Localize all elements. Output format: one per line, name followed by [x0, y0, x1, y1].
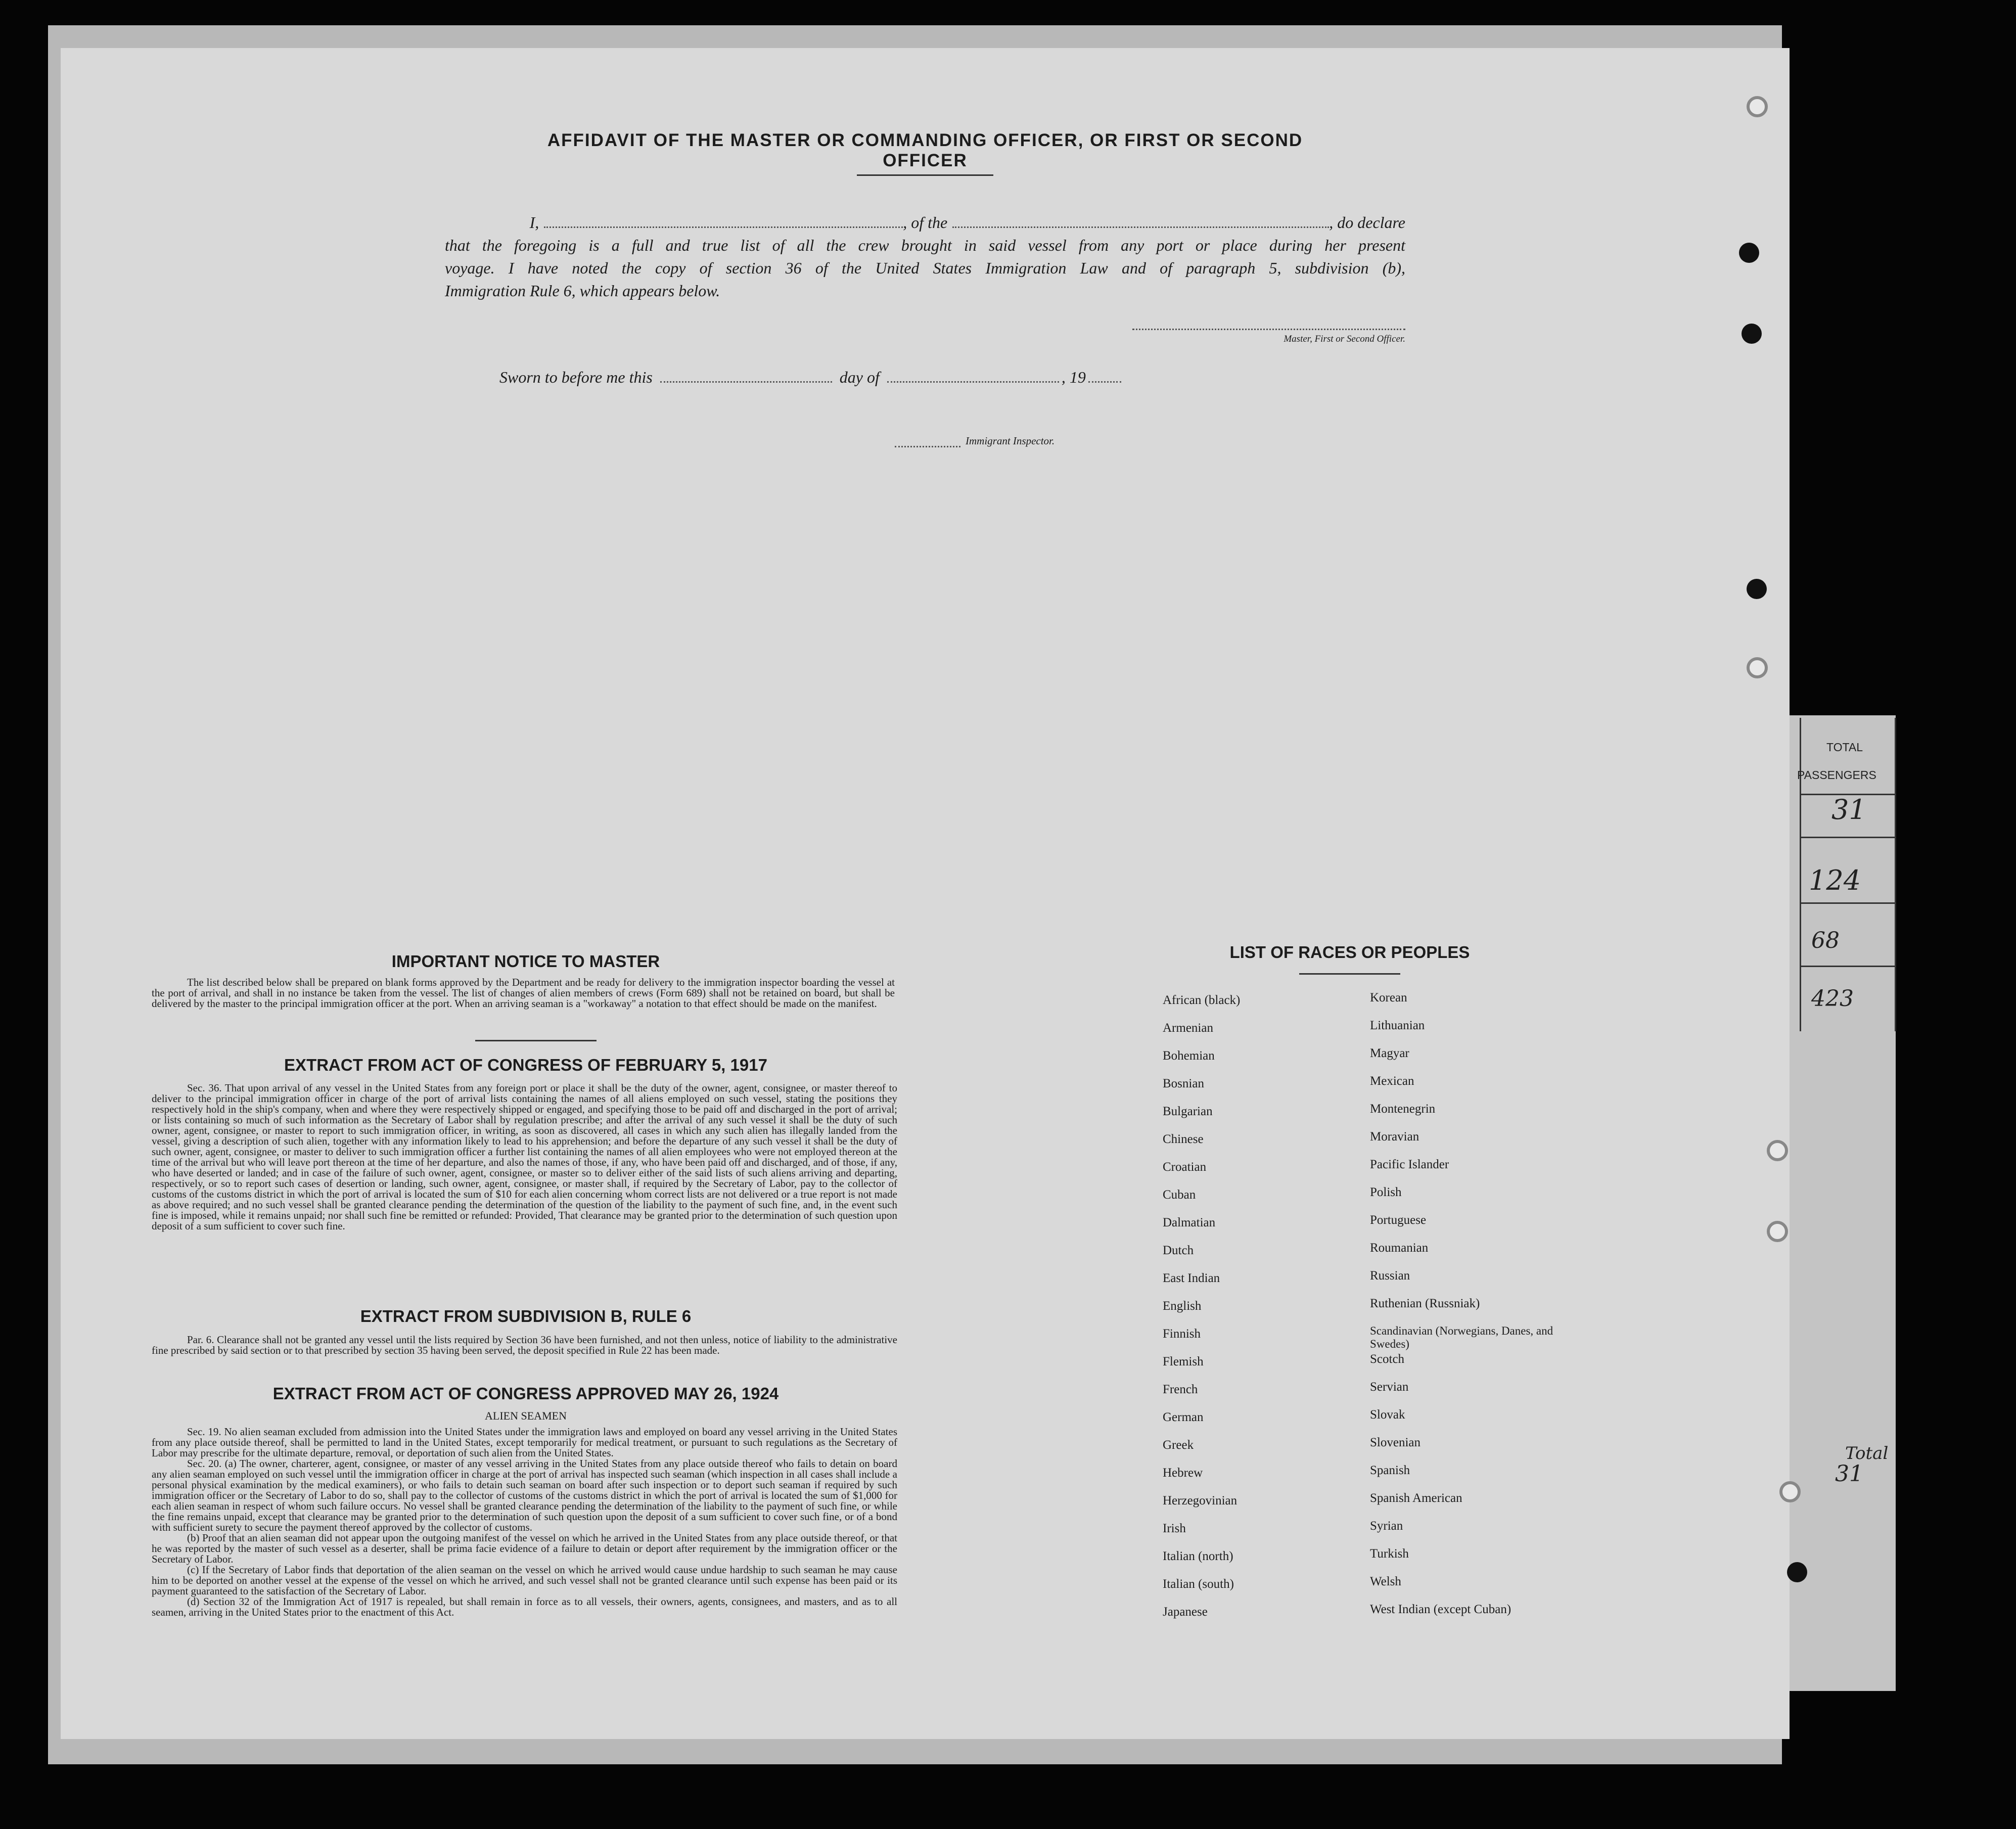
race-item: Chinese — [1163, 1132, 1204, 1146]
punch-hole — [1779, 1481, 1801, 1502]
race-item: Dutch — [1163, 1244, 1194, 1257]
table-row-value: 68 — [1811, 928, 1840, 953]
race-item: Montenegrin — [1370, 1102, 1436, 1116]
race-item: Pacific Islander — [1370, 1158, 1449, 1171]
race-item: Spanish — [1370, 1464, 1410, 1477]
race-item: Magyar — [1370, 1046, 1409, 1060]
sworn-year-field[interactable] — [1088, 381, 1121, 383]
race-item: Mexican — [1370, 1074, 1414, 1088]
race-item: French — [1163, 1383, 1198, 1396]
race-item: Scotch — [1370, 1352, 1405, 1366]
race-item: Finnish — [1163, 1327, 1201, 1341]
extract-1917-text: Sec. 36. That upon arrival of any vessel in the United States from any foreign port or place it shall be the duty of the owner, agent, consignee, or master thereof to deliver to the principal immigration officer in charge of the port of arrival lists containing the names of all aliens employed on such vessel, stating the positions they respectively hold in the ship's company, when and where they were respectively shipped or engaged, and specifying those to be paid off and discharged in the port of arrival; or lists containing so much of such information as the Secretary of Labor shall by regulation prescribe; and after the arrival of any such vessel it shall be the duty of such owner, agent, consignee, or master to report to such immigration officer, in writing, as soon as discovered, all cases in which any such alien has illegally landed from the vessel, giving a description of such alien, together with any information likely to lead to his apprehension; and before the departure of any such vessel it shall be the duty of such owner, agent, consignee, or master to deliver to such immigration officer a further list containing the names of all alien employees who were not employed thereon at the time of the arrival but who will leave port thereon at the time of her departure, and also the names of those, if any, who have been paid off and discharged, and of those, if any, who have deserted or landed; and in case of the failure of such owner, agent, consignee, or master so to deliver either of the said lists of such aliens arriving and departing, respectively, or so to report such cases of desertion or landing, such owner, agent, consignee, or master shall, if required by the Secretary of Labor, pay to the collector of customs of the customs district in which the port of arrival is located the sum of $10 for each alien concerning whom correct lists are not delivered or a true report is not made as above required; and no such vessel shall be granted clearance pending the determination of the question of the liability to the payment of such fine, and, in the event such fine is imposed, while it remains unpaid; nor shall such fine be remitted or refunded: Provided, That clearance may be granted prior to the determination of such question upon deposit of a sum sufficient to cover such fine. — [152, 1082, 897, 1232]
race-item: Irish — [1163, 1522, 1186, 1535]
punch-hole — [1739, 243, 1759, 263]
race-item: English — [1163, 1299, 1202, 1313]
affidavit-of-the: , of the — [903, 213, 948, 232]
affidavit-title-rule — [857, 174, 993, 176]
underlying-table — [1797, 718, 1896, 1031]
sworn-year: , 19 — [1061, 368, 1086, 386]
sworn-line — [499, 368, 1121, 387]
sworn-day: day of — [839, 368, 880, 386]
table-row-rule — [1801, 902, 1895, 904]
race-item: Cuban — [1163, 1188, 1196, 1202]
races-title-rule — [1299, 973, 1400, 975]
punch-hole — [1787, 1562, 1807, 1582]
extract-1924-sec20d: (d) Section 32 of the Immigration Act of 1917 is repealed, but shall remain in force as to all vessels, their owners, agents, consignees, and masters, and as to all seamen, arriving in the United States prior to the enactment of this Act. — [152, 1595, 897, 1618]
inspector-caption: Immigrant Inspector. — [966, 435, 1055, 447]
race-item: Lithuanian — [1370, 1019, 1425, 1032]
affidavit-declare: , do declare — [1329, 213, 1405, 232]
affidavit-declaration — [445, 211, 1405, 302]
race-item: Servian — [1370, 1380, 1409, 1394]
races-title: LIST OF RACES OR PEOPLES — [1229, 943, 1470, 962]
table-header-passengers: PASSENGERS — [1797, 768, 1876, 782]
race-item: Russian — [1370, 1269, 1410, 1283]
race-item: Turkish — [1370, 1547, 1409, 1561]
sworn-prefix: Sworn to before me this — [499, 368, 653, 386]
extract-1924-title: EXTRACT FROM ACT OF CONGRESS APPROVED MAY 26, 1924 — [272, 1384, 779, 1403]
table-row-rule — [1801, 837, 1895, 838]
affidavit-line-2: that the foregoing is a full and true list of all the crew brought in said vessel from any port or place during her present — [445, 236, 1405, 254]
race-item: Roumanian — [1370, 1241, 1429, 1255]
underlying-total-label: Total — [1845, 1443, 1889, 1464]
punch-hole — [1767, 1140, 1788, 1161]
extract-1924-sec20b: (b) Proof that an alien seaman did not appear upon the outgoing manifest of the vessel on which he arrived in the United States from any place outside thereof, or that he was reported by the master of such vessel as a deserter, shall be prima facie evidence of a failure to detain or deport after requirement by the immigration officer or the Secretary of Labor. — [152, 1532, 897, 1565]
extract-1924-sec20a: Sec. 20. (a) The owner, charterer, agent, consignee, or master of any vessel arriving in the United States from any place outside thereof who fails to detain on board any alien seaman employed on such vessel until the immigration officer in charge at the port of arrival has inspected such seaman (which inspection in all cases shall include a personal physical examination by the medical examiners), or who fails to detain such seaman on board after such inspection or to deport such seaman if required by such immigration officer or the Secretary of Labor to do so, shall pay to the collector of customs of the customs district in which the port of arrival is located the sum of $1,000 for each alien seaman in respect of whom such failure occurs. No vessel shall be granted clearance pending the determination of the liability to the payment of such fine, or while the fine remains unpaid, except that clearance may be granted prior to the determination of such question upon the deposit of a sum sufficient to cover such fine, or of a bond with sufficient surety to secure the payment thereof approved by the collector of customs. — [152, 1457, 897, 1533]
race-item: Bulgarian — [1163, 1105, 1213, 1118]
vessel-name-field[interactable] — [952, 226, 1329, 228]
race-item: Bosnian — [1163, 1077, 1204, 1090]
affidavit-title: AFFIDAVIT OF THE MASTER OR COMMANDING OFFICER, OR FIRST OR SECOND OFFICER — [547, 130, 1303, 170]
master-name-field[interactable] — [544, 226, 903, 228]
race-item: Scandinavian (Norwegians, Danes, and Swedes) — [1370, 1324, 1553, 1350]
table-header-total: TOTAL — [1826, 741, 1863, 754]
race-item: Spanish American — [1370, 1491, 1462, 1505]
races-right-column — [1370, 991, 1587, 1630]
extract-rule6-title: EXTRACT FROM SUBDIVISION B, RULE 6 — [360, 1307, 692, 1325]
race-item: Greek — [1163, 1438, 1194, 1452]
race-item: Herzegovinian — [1163, 1494, 1238, 1507]
extract-1924-body — [152, 1427, 897, 1618]
signature-line[interactable] — [1132, 313, 1405, 330]
race-item: German — [1163, 1410, 1204, 1424]
race-item: Flemish — [1163, 1355, 1204, 1368]
race-item: Ruthenian (Russniak) — [1370, 1297, 1480, 1310]
sworn-date-field[interactable] — [660, 381, 832, 383]
inspector-signature-line[interactable] — [895, 436, 960, 447]
race-item: Slovenian — [1370, 1436, 1421, 1449]
race-item: Croatian — [1163, 1160, 1207, 1174]
extract-1924-sec19: Sec. 19. No alien seaman excluded from admission into the United States under the immigration laws and employed on board any vessel arriving in the United States from any place outside thereof, shall be permitted to land in the United States, except temporarily for medical treatment, or pursuant to such regulations as the Secretary of Labor may prescribe for the ultimate departure, removal, or deportation of such alien from the United States. — [152, 1426, 897, 1459]
notice-title: IMPORTANT NOTICE TO MASTER — [391, 952, 660, 971]
table-row-rule — [1801, 966, 1895, 967]
sworn-month-field[interactable] — [887, 381, 1059, 383]
race-item: Syrian — [1370, 1519, 1403, 1533]
punch-hole — [1742, 324, 1762, 344]
race-item: Bohemian — [1163, 1049, 1215, 1063]
race-item: African (black) — [1163, 993, 1241, 1007]
race-item: Welsh — [1370, 1575, 1401, 1588]
races-left-column — [1163, 993, 1355, 1633]
race-item: Portuguese — [1370, 1213, 1427, 1227]
race-item: Polish — [1370, 1185, 1402, 1199]
section-divider — [475, 1040, 597, 1041]
affidavit-i: I, — [529, 213, 539, 232]
race-item: Italian (south) — [1163, 1577, 1234, 1591]
extract-rule6-text: Par. 6. Clearance shall not be granted any vessel until the lists required by Section 36 have been furnished, and not then unless, notice of liability to the administrative fine prescribed by said section or to that prescribed by section 35 having been served, the deposit specified in Rule 22 has been made. — [152, 1334, 897, 1356]
extract-1924-subtitle: ALIEN SEAMEN — [485, 1409, 567, 1422]
race-item: Moravian — [1370, 1130, 1419, 1144]
race-item: Dalmatian — [1163, 1216, 1216, 1229]
notice-text: The list described below shall be prepared on blank forms approved by the Department and be ready for delivery to the immigration inspector boarding the vessel at the port of arrival, and shall in no instance be taken from the vessel. The list of changes of alien members of crews (Form 689) shall not be retained on board, but shall be delivered by the master to the principal immigration officer at the port. When an arriving seaman is a "workaway" a notation to that effect should be made on the manifest. — [152, 976, 895, 1010]
punch-hole — [1747, 579, 1767, 599]
punch-hole — [1767, 1221, 1788, 1242]
table-row-value: 423 — [1811, 986, 1854, 1012]
extract-1917-title: EXTRACT FROM ACT OF CONGRESS OF FEBRUARY 5, 1917 — [284, 1056, 767, 1074]
extract-1924-sec20c: (c) If the Secretary of Labor finds that deportation of the alien seaman on the vessel on which he arrived would cause undue hardship to such seaman he may cause him to be deported on another vessel at the expense of the vessel on which he arrived, and such vessel shall not be granted clearance until such expense has been paid or its payment guaranteed to the satisfaction of the Secretary of Labor. — [152, 1564, 897, 1597]
affidavit-line-4: Immigration Rule 6, which appears below. — [445, 282, 720, 300]
race-item: West Indian (except Cuban) — [1370, 1603, 1511, 1616]
affidavit-line-1 — [445, 211, 1405, 234]
race-item: Slovak — [1370, 1408, 1405, 1422]
punch-hole — [1747, 657, 1768, 678]
race-item: Italian (north) — [1163, 1549, 1233, 1563]
signature-caption: Master, First or Second Officer. — [1284, 334, 1405, 344]
race-item: Armenian — [1163, 1021, 1213, 1035]
race-item: Japanese — [1163, 1605, 1208, 1619]
table-row-value: 31 — [1831, 794, 1866, 826]
punch-hole — [1747, 96, 1768, 117]
underlying-total-value: 31 — [1835, 1461, 1863, 1487]
affidavit-line-3: voyage. I have noted the copy of section 36 of the United States Immigration Law and of paragraph 5, subdivision (b), — [445, 259, 1405, 277]
race-item: Hebrew — [1163, 1466, 1203, 1480]
table-row-value: 124 — [1809, 864, 1861, 896]
race-item: Korean — [1370, 991, 1407, 1004]
race-item: East Indian — [1163, 1271, 1220, 1285]
